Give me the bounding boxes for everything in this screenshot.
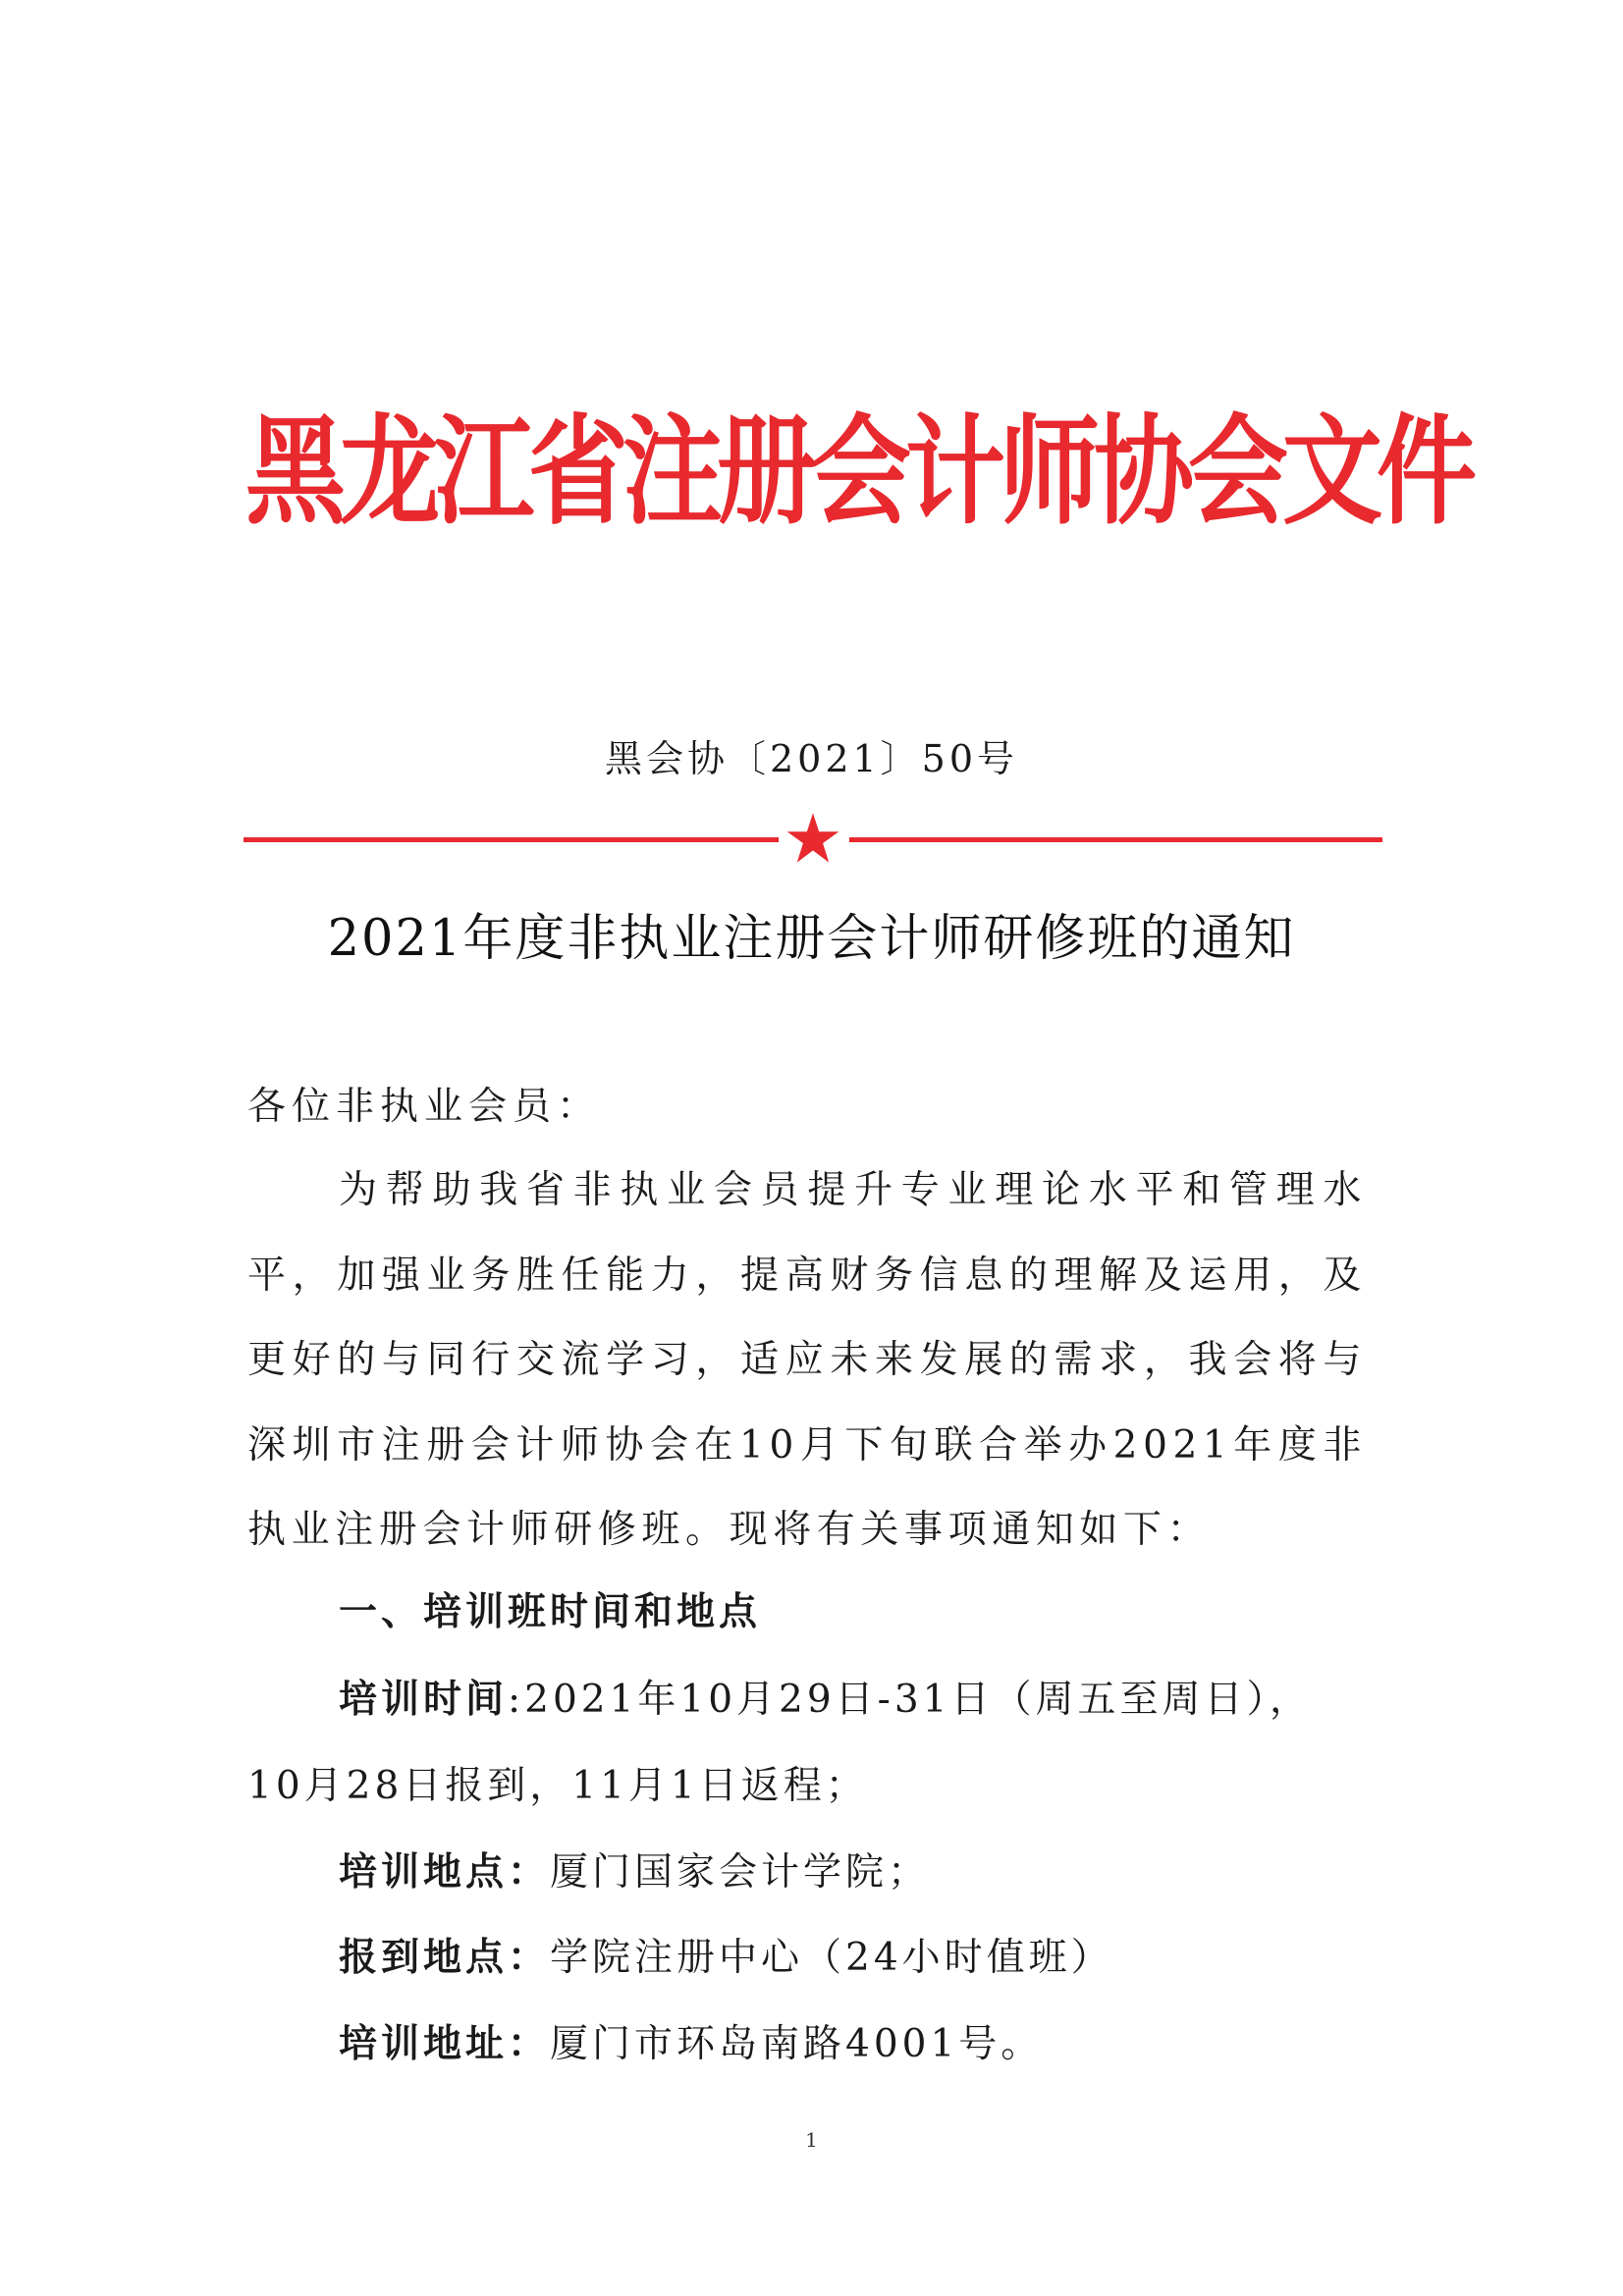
divider-line-left — [243, 837, 779, 842]
training-address-label: 培训地址： — [339, 2022, 551, 2066]
masthead-title: 黑龙江省注册会计师协会文件 — [245, 403, 1471, 542]
star-icon — [785, 811, 840, 866]
training-time-label: 培训时间 — [339, 1678, 509, 1722]
page-number: 1 — [805, 2128, 818, 2152]
training-time — [339, 1669, 1312, 1724]
training-time-continuation: 10月28日报到，11月1日返程； — [247, 1764, 868, 1808]
registration-location — [339, 1927, 1113, 1982]
registration-location-label: 报到地点： — [339, 1936, 551, 1980]
notice-title: 2021年度非执业注册会计师研修班的通知 — [327, 910, 1296, 968]
training-address-value: 厦门市环岛南路4001号。 — [550, 2022, 1044, 2066]
training-location — [339, 1842, 930, 1896]
registration-location-value: 学院注册中心（24小时值班） — [550, 1936, 1113, 1980]
training-address — [339, 2013, 1043, 2068]
section-heading-1: 一、培训班时间和地点 — [339, 1590, 762, 1634]
red-divider — [243, 811, 1382, 870]
salutation: 各位非执业会员： — [247, 1085, 602, 1129]
divider-line-right — [849, 837, 1382, 842]
document-number: 黑会协〔2021〕50号 — [604, 737, 1019, 780]
training-location-label: 培训地点： — [339, 1850, 551, 1895]
training-location-value: 厦门国家会计学院； — [550, 1850, 931, 1895]
body-paragraph: 为帮助我省非执业会员提升专业理论水平和管理水平，加强业务胜任能力，提高财务信息的理解及运用，及更好的与同行交流学习，适应未来发展的需求，我会将与深圳市注册会计师协会在10月下旬联合举办2021年度非执业注册会计师研修班。现将有关事项通知如下： — [247, 1168, 1367, 1552]
training-time-value: :2021年10月29日-31日（周五至周日）， — [508, 1678, 1312, 1722]
